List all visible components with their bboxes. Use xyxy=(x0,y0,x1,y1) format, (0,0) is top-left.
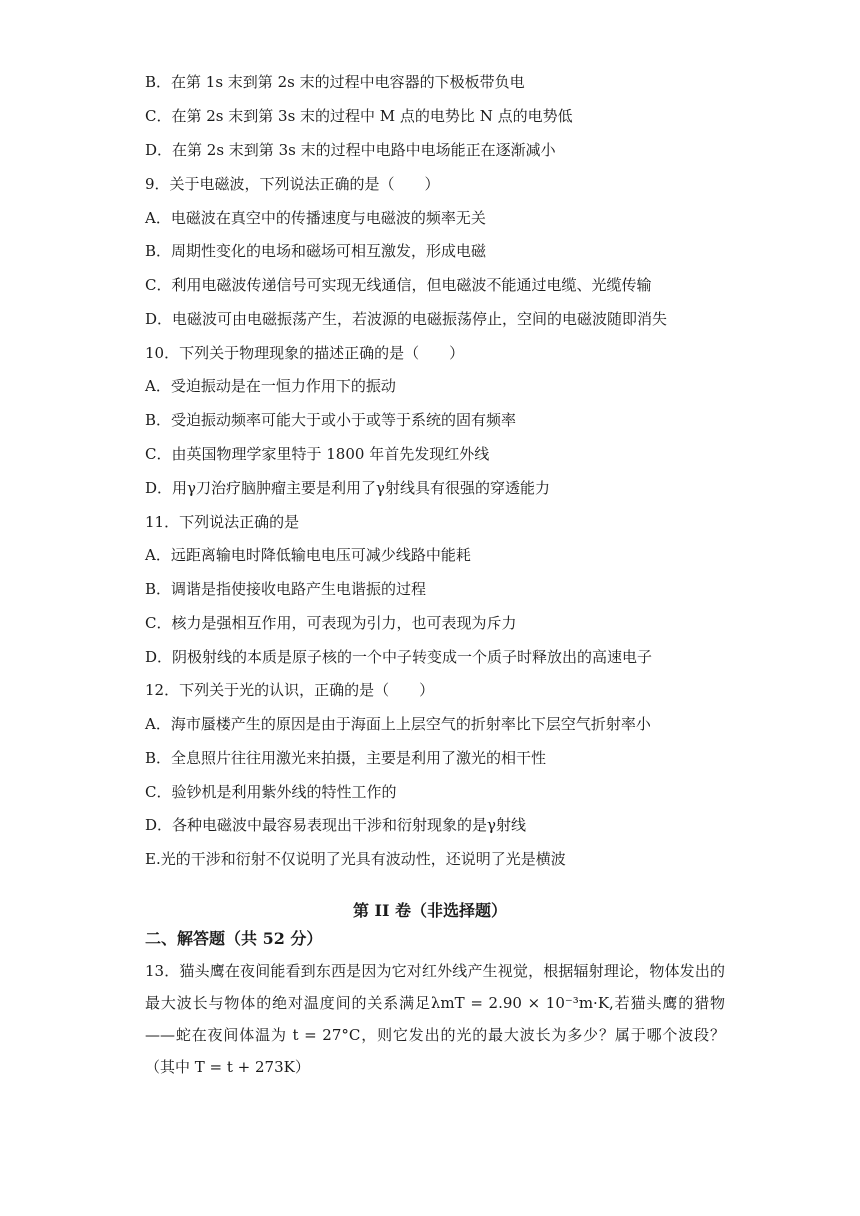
q13-text: 13．猫头鹰在夜间能看到东西是因为它对红外线产生视觉，根据辐射理论，物体发出的最大波长与物体的绝对温度间的关系满足λmT = 2.90 × 10⁻³m·K,若猫头鹰的猎物——蛇在夜间体温为 t = 27°C，则它发出的光的最大波长为多少？属于哪个波段？（其中 T = t + 273K） xyxy=(145,962,725,1076)
q10-option-b: B．受迫振动频率可能大于或小于或等于系统的固有频率 xyxy=(145,411,517,429)
q11-option-a: A．远距离输电时降低输电电压可减少线路中能耗 xyxy=(145,546,471,564)
q11-option-d: D．阴极射线的本质是原子核的一个中子转变成一个质子时释放出的高速电子 xyxy=(145,648,653,666)
q12-option-e: E.光的干涉和衍射不仅说明了光具有波动性，还说明了光是横波 xyxy=(145,850,566,868)
q9-stem: 9．关于电磁波，下列说法正确的是（ ） xyxy=(145,175,440,193)
q12-option-a: A．海市蜃楼产生的原因是由于海面上上层空气的折射率比下层空气折射率小 xyxy=(145,715,651,733)
q9-option-c: C．利用电磁波传递信号可实现无线通信，但电磁波不能通过电缆、光缆传输 xyxy=(145,276,652,294)
part2-title: 第 II 卷（非选择题） xyxy=(352,901,508,920)
q8-option-d: D．在第 2s 末到第 3s 末的过程中电路中电场能正在逐渐减小 xyxy=(145,141,556,159)
q12-option-d: D．各种电磁波中最容易表现出干涉和衍射现象的是γ射线 xyxy=(145,816,526,834)
q9-option-d: D．电磁波可由电磁振荡产生，若波源的电磁振荡停止，空间的电磁波随即消失 xyxy=(145,310,668,328)
q9-option-b: B．周期性变化的电场和磁场可相互激发，形成电磁 xyxy=(145,242,487,260)
q10-stem: 10．下列关于物理现象的描述正确的是（ ） xyxy=(145,344,465,362)
q12-option-c: C．验钞机是利用紫外线的特性工作的 xyxy=(145,783,397,801)
q10-option-a: A．受迫振动是在一恒力作用下的振动 xyxy=(145,377,396,395)
q8-option-b: B．在第 1s 末到第 2s 末的过程中电容器的下极板带负电 xyxy=(145,73,525,91)
q8-option-c: C．在第 2s 末到第 3s 末的过程中 M 点的电势比 N 点的电势低 xyxy=(145,107,573,125)
q11-stem: 11．下列说法正确的是 xyxy=(145,513,300,531)
q10-option-c: C．由英国物理学家里特于 1800 年首先发现红外线 xyxy=(145,445,490,463)
q11-option-c: C．核力是强相互作用，可表现为引力，也可表现为斥力 xyxy=(145,614,517,632)
q12-option-b: B．全息照片往往用激光来拍摄，主要是利用了激光的相干性 xyxy=(145,749,547,767)
q9-option-a: A．电磁波在真空中的传播速度与电磁波的频率无关 xyxy=(145,209,486,227)
q10-option-d: D．用γ刀治疗脑肿瘤主要是利用了γ射线具有很强的穿透能力 xyxy=(145,479,550,497)
q11-option-b: B．调谐是指使接收电路产生电谐振的过程 xyxy=(145,580,427,598)
q12-stem: 12．下列关于光的认识，正确的是（ ） xyxy=(145,681,435,699)
part2-heading: 二、解答题（共 52 分） xyxy=(145,929,323,948)
